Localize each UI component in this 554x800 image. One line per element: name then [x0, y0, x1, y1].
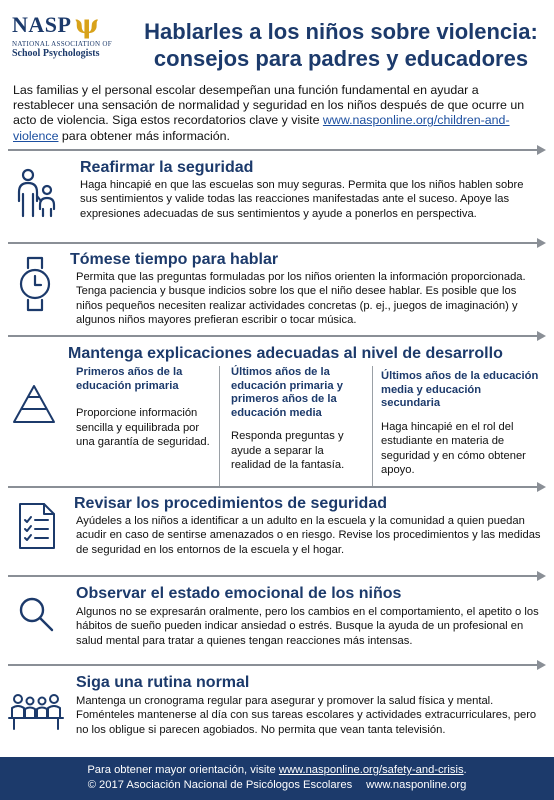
section-body: Mantenga un cronograma regular para asegurar y promover la salud física y mental. Foménteles mantenerse al día con sus tareas escolares y actividades extracurriculares, pero no los obligue si parecen agobiados. No permita que vean tanta televisión.	[76, 695, 537, 736]
section-body: Haga hincapié en que las escuelas son muy seguras. Permita que los niños hablen sobre sus sentimientos y valide todas las reacciones manifestadas ante el suceso. Apoye las expresiones adecuadas de sus sentimientos y ayude a ponerlos en perspectiva.	[80, 179, 524, 220]
nasp-logo	[12, 12, 132, 59]
section-body: Ayúdeles a los niños a identificar a un adulto en la escuela y la comunidad a quien puedan acudir en caso de sentirse amenazados o en riesgo. Revise los procedimientos y las medidas de seguridad en los entornos de la escuela y el hogar.	[76, 515, 541, 556]
column-late-primary	[231, 366, 363, 473]
section-body: Permita que las preguntas formuladas por los niños orienten la información proporcionada. Tenga paciencia y busque indicios sobre los que el niño desee hablar. Es posible que los niños pequeños necesiten realizar actividades concretas (p. ej., juegos de imaginación) y algunos niños mayores prefieran escribir o tocar música.	[76, 271, 526, 327]
safety-crisis-link[interactable]: www.nasponline.org/safety-and-crisis	[278, 764, 464, 776]
footer-line2	[0, 778, 554, 793]
column-early-primary	[76, 366, 214, 449]
children-violence-link[interactable]: www.nasponline.org/children-and-violence	[13, 113, 510, 143]
logo-line1: NATIONAL ASSOCIATION OF	[12, 40, 112, 48]
intro-paragraph: Las familias y el personal escolar desempeñan una función fundamental en ayudar a restablecer una sensación de normalidad y seguridad en los niños después de que ocurre un acto de violencia. Siga estos recordatorios clave y visite www.nasponline.org/children-and-violence para obtener más información.	[13, 83, 525, 143]
arrow-divider	[8, 331, 546, 341]
section-title: Siga una rutina normal	[76, 674, 250, 691]
wristwatch-icon	[18, 256, 52, 312]
arrow-divider	[8, 238, 546, 248]
copyright: © 2017 Asociación Nacional de Psicólogos Escolares	[87, 779, 353, 791]
checklist-icon	[18, 502, 56, 550]
arrow-divider	[8, 482, 546, 492]
column-divider	[372, 366, 373, 488]
header	[0, 0, 554, 82]
page-title: Hablarles a los niños sobre violencia: consejos para padres y educadores	[144, 19, 538, 71]
column-title: Últimos años de la educación primaria y primeros años de la educación media	[231, 366, 343, 419]
column-body: Proporcione información sencilla y equilibrada por una garantía de seguridad.	[76, 407, 210, 448]
parent-child-icon	[14, 168, 62, 218]
column-title: Últimos años de la educación media y educación secundaria	[381, 370, 539, 410]
section-title: Observar el estado emocional de los niños	[76, 585, 402, 602]
section-title: Reafirmar la seguridad	[80, 159, 254, 176]
footer-site: www.nasponline.org	[366, 779, 467, 791]
column-divider	[219, 366, 220, 488]
psi-icon: ψ	[74, 10, 100, 40]
footer	[0, 757, 554, 800]
footer-line1: Para obtener mayor orientación, visite www.nasponline.org/safety-and-crisis.	[87, 764, 467, 776]
logo-word: NASP	[12, 12, 72, 37]
arrow-divider	[8, 660, 546, 670]
column-secondary	[381, 370, 539, 477]
column-body: Responda preguntas y ayude a separar la realidad de la fantasía.	[231, 430, 345, 472]
magnifier-icon	[18, 596, 54, 632]
section-title: Tómese tiempo para hablar	[70, 251, 279, 268]
arrow-divider	[8, 145, 546, 155]
section-title: Mantenga explicaciones adecuadas al nivel de desarrollo	[68, 345, 503, 362]
logo-line2: School Psychologists	[12, 48, 100, 59]
pyramid-icon	[12, 384, 56, 424]
family-table-icon	[8, 691, 64, 731]
column-body: Haga hincapié en el rol del estudiante en materia de seguridad y en cómo obtener apoyo.	[381, 420, 526, 476]
section-title: Revisar los procedimientos de seguridad	[74, 495, 387, 512]
section-body: Algunos no se expresarán oralmente, pero los cambios en el comportamiento, el apetito o los hábitos de sueño pueden indicar ansiedad o estrés. Busque la ayuda de un profesional en salud mental para tratar a quienes tengan reacciones más intensas.	[76, 606, 539, 647]
arrow-divider	[8, 571, 546, 581]
column-title: Primeros años de la educación primaria	[76, 366, 183, 392]
